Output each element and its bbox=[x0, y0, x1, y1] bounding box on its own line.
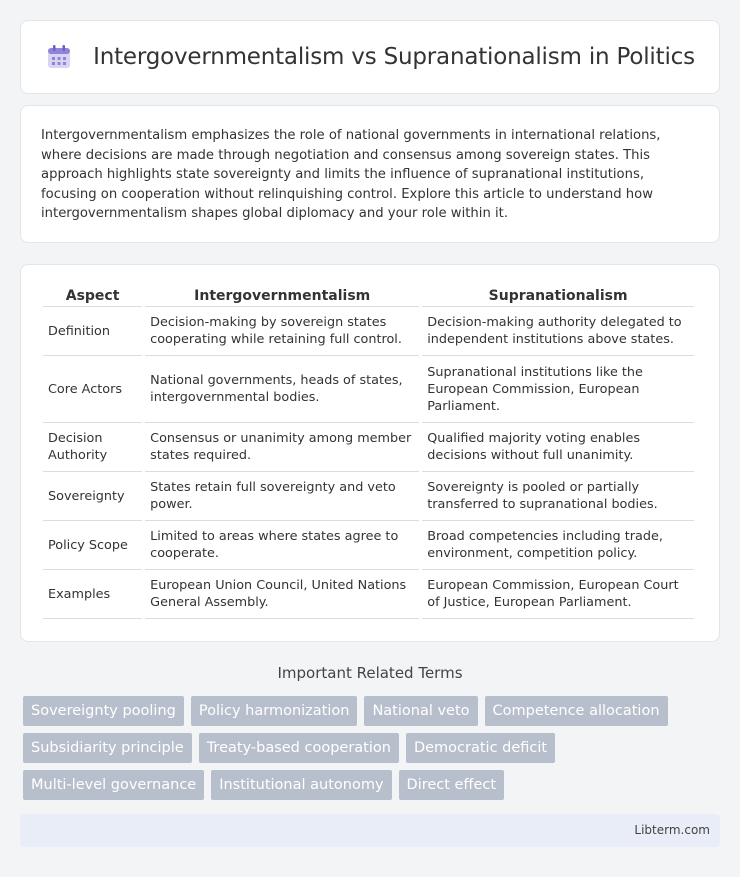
tag-row bbox=[23, 733, 723, 763]
tag-policy-harmonization[interactable]: Policy harmonization bbox=[191, 696, 358, 726]
supranationalism-cell: Supranational institutions like the European Commission, European Parliament. bbox=[422, 356, 694, 423]
footer-site-link[interactable]: Libterm.com bbox=[634, 823, 710, 837]
tag-row bbox=[23, 770, 723, 800]
comparison-table-card bbox=[20, 264, 720, 642]
page-title: Intergovernmentalism vs Supranationalism in Politics bbox=[93, 44, 695, 70]
table-row bbox=[43, 307, 694, 356]
related-terms-list bbox=[23, 696, 723, 807]
supranationalism-cell: Qualified majority voting enables decisions without full unanimity. bbox=[422, 423, 694, 472]
intro-paragraph: Intergovernmentalism emphasizes the role of national governments in international relations, where decisions are made through negotiation and consensus among sovereign states. This approach highlights state sovereignty and limits the influence of supranational institutions, focusing on cooperation without relinquishing control. Explore this article to understand how intergovernmentalism shapes global diplomacy and your role within it. bbox=[41, 128, 661, 221]
aspect-cell: Decision Authority bbox=[43, 423, 142, 472]
header-supranationalism: Supranationalism bbox=[422, 283, 694, 307]
calendar-icon bbox=[45, 43, 73, 71]
aspect-cell: Policy Scope bbox=[43, 521, 142, 570]
table-row bbox=[43, 423, 694, 472]
tag-democratic-deficit[interactable]: Democratic deficit bbox=[406, 733, 555, 763]
intergovernmentalism-cell: Decision-making by sovereign states cooperating while retaining full control. bbox=[145, 307, 419, 356]
header-intergovernmentalism: Intergovernmentalism bbox=[145, 283, 419, 307]
supranationalism-cell: Sovereignty is pooled or partially transferred to supranational bodies. bbox=[422, 472, 694, 521]
footer bbox=[20, 814, 720, 847]
intergovernmentalism-cell: Consensus or unanimity among member states required. bbox=[145, 423, 419, 472]
tag-row bbox=[23, 696, 723, 726]
supranationalism-cell: Decision-making authority delegated to independent institutions above states. bbox=[422, 307, 694, 356]
table-header-row bbox=[43, 283, 694, 307]
tag-competence-allocation[interactable]: Competence allocation bbox=[485, 696, 668, 726]
aspect-cell: Definition bbox=[43, 307, 142, 356]
comparison-table bbox=[40, 283, 697, 619]
tag-direct-effect[interactable]: Direct effect bbox=[399, 770, 505, 800]
intergovernmentalism-cell: Limited to areas where states agree to cooperate. bbox=[145, 521, 419, 570]
intergovernmentalism-cell: European Union Council, United Nations General Assembly. bbox=[145, 570, 419, 619]
header-aspect: Aspect bbox=[43, 283, 142, 307]
tag-institutional-autonomy[interactable]: Institutional autonomy bbox=[211, 770, 391, 800]
header-card bbox=[20, 20, 720, 94]
supranationalism-cell: Broad competencies including trade, environment, competition policy. bbox=[422, 521, 694, 570]
tag-national-veto[interactable]: National veto bbox=[364, 696, 477, 726]
intro-card bbox=[20, 105, 720, 243]
aspect-cell: Examples bbox=[43, 570, 142, 619]
tag-multi-level-governance[interactable]: Multi-level governance bbox=[23, 770, 204, 800]
tag-sovereignty-pooling[interactable]: Sovereignty pooling bbox=[23, 696, 184, 726]
aspect-cell: Sovereignty bbox=[43, 472, 142, 521]
intergovernmentalism-cell: States retain full sovereignty and veto power. bbox=[145, 472, 419, 521]
table-row bbox=[43, 472, 694, 521]
aspect-cell: Core Actors bbox=[43, 356, 142, 423]
supranationalism-cell: European Commission, European Court of Justice, European Parliament. bbox=[422, 570, 694, 619]
table-row bbox=[43, 570, 694, 619]
tag-subsidiarity-principle[interactable]: Subsidiarity principle bbox=[23, 733, 192, 763]
table-row bbox=[43, 356, 694, 423]
tag-treaty-based-cooperation[interactable]: Treaty-based cooperation bbox=[199, 733, 399, 763]
table-row bbox=[43, 521, 694, 570]
intergovernmentalism-cell: National governments, heads of states, intergovernmental bodies. bbox=[145, 356, 419, 423]
related-terms-heading: Important Related Terms bbox=[277, 664, 463, 682]
